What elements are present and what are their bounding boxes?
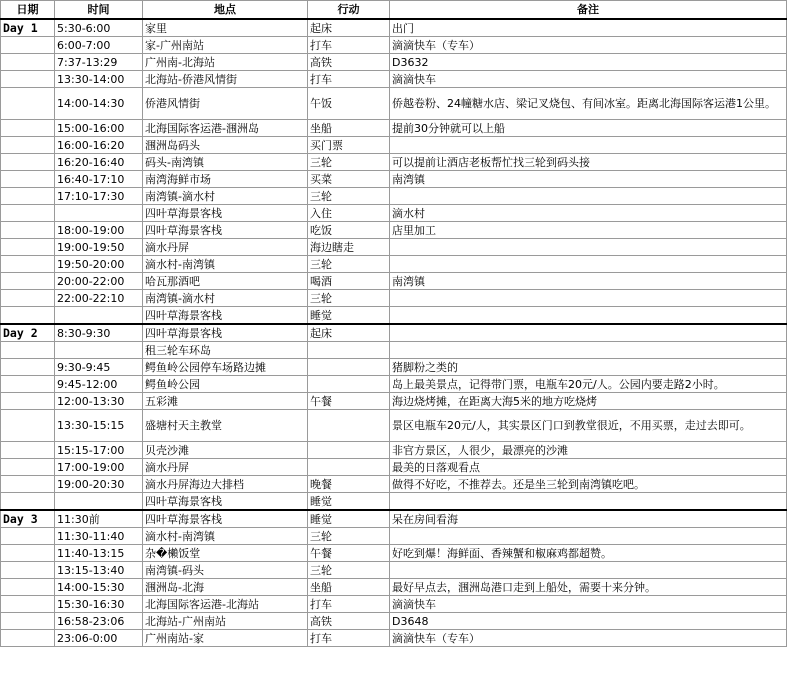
cell-day xyxy=(1,442,55,459)
cell-note: 出门 xyxy=(390,19,787,37)
table-row xyxy=(1,376,787,393)
cell-time: 5:30-6:00 xyxy=(55,19,143,37)
cell-day xyxy=(1,528,55,545)
cell-location: 广州南-北海站 xyxy=(143,54,308,71)
cell-location: 南湾镇-滴水村 xyxy=(143,290,308,307)
table-row xyxy=(1,562,787,579)
cell-day xyxy=(1,493,55,511)
cell-action: 买门票 xyxy=(308,137,390,154)
cell-note: 岛上最美景点，记得带门票，电瓶车20元/人。公园内要走路2小时。 xyxy=(390,376,787,393)
cell-location: 南湾海鲜市场 xyxy=(143,171,308,188)
table-row xyxy=(1,510,787,528)
cell-location: 涠洲岛-北海 xyxy=(143,579,308,596)
cell-note xyxy=(390,188,787,205)
header-action: 行动 xyxy=(308,1,390,20)
table-row xyxy=(1,188,787,205)
cell-action: 睡觉 xyxy=(308,307,390,325)
cell-day: Day 3 xyxy=(1,510,55,528)
cell-day xyxy=(1,596,55,613)
table-row xyxy=(1,88,787,120)
cell-note: 南湾镇 xyxy=(390,171,787,188)
cell-time: 12:00-13:30 xyxy=(55,393,143,410)
header-time: 时间 xyxy=(55,1,143,20)
cell-location: 盛塘村天主教堂 xyxy=(143,410,308,442)
cell-time: 15:15-17:00 xyxy=(55,442,143,459)
cell-note xyxy=(390,256,787,273)
cell-note: 滴滴快车（专车） xyxy=(390,630,787,647)
cell-time: 13:30-15:15 xyxy=(55,410,143,442)
cell-location: 广州南站-家 xyxy=(143,630,308,647)
cell-note xyxy=(390,290,787,307)
cell-action: 睡觉 xyxy=(308,493,390,511)
cell-action: 睡觉 xyxy=(308,510,390,528)
cell-note xyxy=(390,137,787,154)
cell-location: 南湾镇-滴水村 xyxy=(143,188,308,205)
cell-location: 涠洲岛码头 xyxy=(143,137,308,154)
cell-time xyxy=(55,342,143,359)
cell-note xyxy=(390,342,787,359)
cell-day xyxy=(1,562,55,579)
cell-action: 打车 xyxy=(308,71,390,88)
cell-action xyxy=(308,442,390,459)
cell-action: 三轮 xyxy=(308,188,390,205)
cell-note xyxy=(390,324,787,342)
cell-time: 16:40-17:10 xyxy=(55,171,143,188)
table-row xyxy=(1,579,787,596)
cell-time: 16:00-16:20 xyxy=(55,137,143,154)
cell-action: 买菜 xyxy=(308,171,390,188)
cell-day xyxy=(1,359,55,376)
cell-day xyxy=(1,545,55,562)
cell-action: 吃饭 xyxy=(308,222,390,239)
cell-day xyxy=(1,171,55,188)
cell-action xyxy=(308,359,390,376)
cell-action: 晚餐 xyxy=(308,476,390,493)
cell-location: 北海国际客运港-北海站 xyxy=(143,596,308,613)
cell-location: 滴水丹屏 xyxy=(143,459,308,476)
cell-action: 午餐 xyxy=(308,393,390,410)
table-row xyxy=(1,459,787,476)
table-row xyxy=(1,120,787,137)
table-row xyxy=(1,613,787,630)
table-row xyxy=(1,324,787,342)
cell-note: 做得不好吃，不推荐去。还是坐三轮到南湾镇吃吧。 xyxy=(390,476,787,493)
cell-action: 海边瞎走 xyxy=(308,239,390,256)
table-row xyxy=(1,239,787,256)
cell-location: 哈瓦那酒吧 xyxy=(143,273,308,290)
cell-location: 滴水丹屏 xyxy=(143,239,308,256)
cell-time: 6:00-7:00 xyxy=(55,37,143,54)
cell-location: 四叶草海景客栈 xyxy=(143,510,308,528)
cell-note: 最好早点去，涠洲岛港口走到上船处，需要十来分钟。 xyxy=(390,579,787,596)
cell-note: 最美的日落观看点 xyxy=(390,459,787,476)
cell-time: 11:30-11:40 xyxy=(55,528,143,545)
cell-note: 非官方景区，人很少，最漂亮的沙滩 xyxy=(390,442,787,459)
cell-note: 滴滴快车 xyxy=(390,596,787,613)
cell-location: 滴水丹屏海边大排档 xyxy=(143,476,308,493)
cell-action: 坐船 xyxy=(308,579,390,596)
cell-location: 四叶草海景客栈 xyxy=(143,222,308,239)
table-row xyxy=(1,37,787,54)
cell-action: 午饭 xyxy=(308,88,390,120)
cell-location: 家里 xyxy=(143,19,308,37)
cell-note: 滴水村 xyxy=(390,205,787,222)
cell-action: 喝酒 xyxy=(308,273,390,290)
cell-note: 滴滴快车 xyxy=(390,71,787,88)
cell-time: 16:20-16:40 xyxy=(55,154,143,171)
table-row xyxy=(1,256,787,273)
table-row xyxy=(1,493,787,511)
cell-time xyxy=(55,493,143,511)
cell-time: 13:30-14:00 xyxy=(55,71,143,88)
cell-note: 店里加工 xyxy=(390,222,787,239)
header-note: 备注 xyxy=(390,1,787,20)
cell-location: 北海国际客运港-涠洲岛 xyxy=(143,120,308,137)
cell-day xyxy=(1,239,55,256)
cell-location: 码头-南湾镇 xyxy=(143,154,308,171)
cell-action: 起床 xyxy=(308,324,390,342)
cell-location: 四叶草海景客栈 xyxy=(143,307,308,325)
cell-time: 14:00-14:30 xyxy=(55,88,143,120)
header-row xyxy=(1,1,787,20)
cell-location: 四叶草海景客栈 xyxy=(143,324,308,342)
cell-time xyxy=(55,205,143,222)
cell-day xyxy=(1,256,55,273)
cell-day xyxy=(1,273,55,290)
cell-day xyxy=(1,71,55,88)
table-row xyxy=(1,545,787,562)
cell-day xyxy=(1,393,55,410)
cell-note: 南湾镇 xyxy=(390,273,787,290)
cell-note: 呆在房间看海 xyxy=(390,510,787,528)
itinerary-body xyxy=(1,19,787,647)
cell-action: 打车 xyxy=(308,37,390,54)
cell-day xyxy=(1,120,55,137)
cell-day xyxy=(1,579,55,596)
cell-note: 滴滴快车（专车） xyxy=(390,37,787,54)
cell-note: 海边烧烤摊，在距离大海5米的地方吃烧烤 xyxy=(390,393,787,410)
cell-location: 北海站-侨港风情街 xyxy=(143,71,308,88)
cell-day: Day 2 xyxy=(1,324,55,342)
cell-note xyxy=(390,562,787,579)
table-row xyxy=(1,476,787,493)
cell-day xyxy=(1,88,55,120)
table-row xyxy=(1,222,787,239)
cell-location: 滴水村-南湾镇 xyxy=(143,256,308,273)
cell-note: 侨越卷粉、24幢糖水店、梁记叉烧包、有间冰室。距离北海国际客运港1公里。 xyxy=(390,88,787,120)
cell-time: 7:37-13:29 xyxy=(55,54,143,71)
cell-day xyxy=(1,307,55,325)
cell-note: 可以提前让酒店老板帮忙找三轮到码头接 xyxy=(390,154,787,171)
cell-day xyxy=(1,630,55,647)
cell-note: D3632 xyxy=(390,54,787,71)
cell-day xyxy=(1,376,55,393)
header-day: 日期 xyxy=(1,1,55,20)
cell-time: 13:15-13:40 xyxy=(55,562,143,579)
table-row xyxy=(1,307,787,325)
cell-time: 16:58-23:06 xyxy=(55,613,143,630)
cell-action: 三轮 xyxy=(308,562,390,579)
cell-location: 滴水村-南湾镇 xyxy=(143,528,308,545)
cell-location: 五彩滩 xyxy=(143,393,308,410)
table-row xyxy=(1,171,787,188)
cell-location: 南湾镇-码头 xyxy=(143,562,308,579)
table-row xyxy=(1,630,787,647)
cell-time: 17:00-19:00 xyxy=(55,459,143,476)
table-row xyxy=(1,71,787,88)
cell-action: 起床 xyxy=(308,19,390,37)
cell-day xyxy=(1,137,55,154)
cell-action: 打车 xyxy=(308,596,390,613)
cell-day xyxy=(1,410,55,442)
table-row xyxy=(1,442,787,459)
cell-location: 鳄鱼岭公园停车场路边摊 xyxy=(143,359,308,376)
cell-time: 18:00-19:00 xyxy=(55,222,143,239)
cell-day: Day 1 xyxy=(1,19,55,37)
cell-action: 高铁 xyxy=(308,613,390,630)
cell-note xyxy=(390,307,787,325)
cell-time xyxy=(55,307,143,325)
table-row xyxy=(1,290,787,307)
table-row xyxy=(1,205,787,222)
cell-location: 贝壳沙滩 xyxy=(143,442,308,459)
table-row xyxy=(1,137,787,154)
cell-action xyxy=(308,342,390,359)
cell-day xyxy=(1,613,55,630)
cell-time: 11:40-13:15 xyxy=(55,545,143,562)
cell-action: 高铁 xyxy=(308,54,390,71)
cell-time: 15:30-16:30 xyxy=(55,596,143,613)
table-row xyxy=(1,273,787,290)
table-row xyxy=(1,19,787,37)
cell-time: 22:00-22:10 xyxy=(55,290,143,307)
cell-note: 好吃到爆！海鲜面、香辣蟹和椒麻鸡都超赞。 xyxy=(390,545,787,562)
cell-location: 租三轮车环岛 xyxy=(143,342,308,359)
cell-day xyxy=(1,476,55,493)
cell-action: 三轮 xyxy=(308,256,390,273)
cell-action: 午餐 xyxy=(308,545,390,562)
cell-time: 9:30-9:45 xyxy=(55,359,143,376)
cell-time: 9:45-12:00 xyxy=(55,376,143,393)
table-row xyxy=(1,154,787,171)
header-location: 地点 xyxy=(143,1,308,20)
cell-location: 家-广州南站 xyxy=(143,37,308,54)
cell-note: 猪脚粉之类的 xyxy=(390,359,787,376)
cell-time: 14:00-15:30 xyxy=(55,579,143,596)
cell-time: 23:06-0:00 xyxy=(55,630,143,647)
cell-day xyxy=(1,154,55,171)
cell-time: 17:10-17:30 xyxy=(55,188,143,205)
cell-note xyxy=(390,528,787,545)
cell-action xyxy=(308,376,390,393)
cell-location: 四叶草海景客栈 xyxy=(143,493,308,511)
cell-day xyxy=(1,342,55,359)
cell-location: 四叶草海景客栈 xyxy=(143,205,308,222)
cell-time: 19:00-19:50 xyxy=(55,239,143,256)
cell-time: 19:50-20:00 xyxy=(55,256,143,273)
cell-time: 8:30-9:30 xyxy=(55,324,143,342)
cell-location: 鳄鱼岭公园 xyxy=(143,376,308,393)
cell-note: 景区电瓶车20元/人，其实景区门口到教堂很近，不用买票，走过去即可。 xyxy=(390,410,787,442)
cell-action: 三轮 xyxy=(308,154,390,171)
cell-note xyxy=(390,239,787,256)
cell-day xyxy=(1,290,55,307)
cell-action xyxy=(308,459,390,476)
cell-day xyxy=(1,54,55,71)
cell-day xyxy=(1,188,55,205)
cell-location: 侨港风情街 xyxy=(143,88,308,120)
cell-location: 杂�櫴饭堂 xyxy=(143,545,308,562)
cell-action xyxy=(308,410,390,442)
cell-day xyxy=(1,222,55,239)
cell-action: 坐船 xyxy=(308,120,390,137)
cell-time: 19:00-20:30 xyxy=(55,476,143,493)
table-row xyxy=(1,528,787,545)
table-row xyxy=(1,359,787,376)
cell-note: D3648 xyxy=(390,613,787,630)
cell-note xyxy=(390,493,787,511)
cell-time: 20:00-22:00 xyxy=(55,273,143,290)
table-row xyxy=(1,54,787,71)
cell-action: 三轮 xyxy=(308,528,390,545)
cell-time: 15:00-16:00 xyxy=(55,120,143,137)
cell-action: 三轮 xyxy=(308,290,390,307)
cell-day xyxy=(1,205,55,222)
cell-action: 打车 xyxy=(308,630,390,647)
cell-day xyxy=(1,37,55,54)
table-row xyxy=(1,596,787,613)
cell-day xyxy=(1,459,55,476)
cell-location: 北海站-广州南站 xyxy=(143,613,308,630)
table-row xyxy=(1,393,787,410)
table-row xyxy=(1,342,787,359)
cell-time: 11:30前 xyxy=(55,510,143,528)
cell-note: 提前30分钟就可以上船 xyxy=(390,120,787,137)
table-row xyxy=(1,410,787,442)
cell-action: 入住 xyxy=(308,205,390,222)
